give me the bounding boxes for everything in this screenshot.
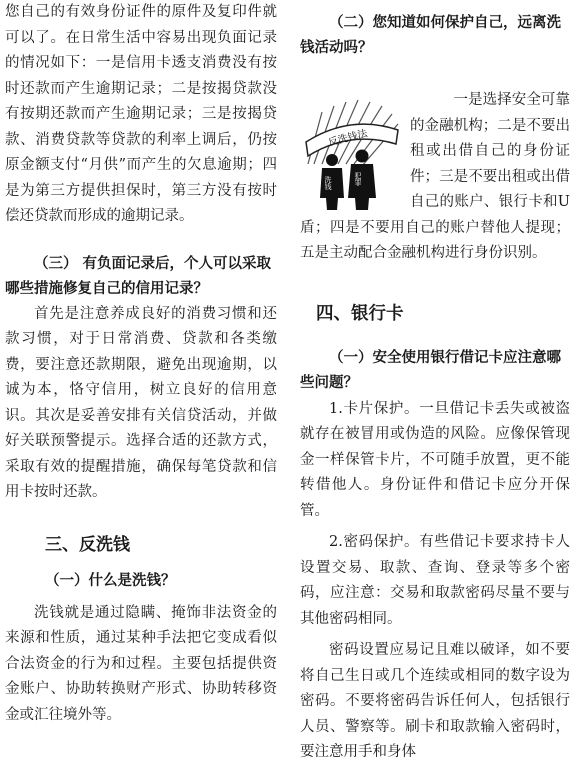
left-figure-text: 洗钱	[324, 176, 332, 190]
right-column	[300, 0, 570, 766]
bank-card-heading: 四、银行卡	[316, 303, 404, 324]
anti-money-laundering-illustration	[300, 94, 402, 212]
banner-text: 反洗钱法	[327, 128, 369, 149]
debit-card-safety-subheading: （一）安全使用银行借记卡应注意哪些问题？	[300, 348, 561, 391]
anti-money-laundering-heading: 三、反洗钱	[45, 534, 130, 555]
left-column	[5, 0, 277, 728]
card-protection-paragraph: 1.卡片保护。一旦借记卡丢失或被盗就存在被冒用或伪造的风险。应像保管现金一样保管卡片，不可随手放置，更不能转借他人。身份证件和借记卡应分开保管。	[300, 400, 570, 519]
money-laundering-definition-paragraph: 洗钱就是通过隐瞒、掩饰非法资金的来源和性质，通过某种手法把它变成看似合法资金的行为和过程。主要包括提供资金账户、协助转换财产形式、协助转移资金或汇往境外等。	[5, 604, 277, 723]
protect-yourself-subheading: （二）您知道如何保护自己，远离洗钱活动吗？	[300, 14, 561, 56]
protection-measures-block	[300, 88, 570, 267]
credit-negative-record-paragraph: 您自己的有效身份证件的原件及复印件就可以了。在日常生活中容易出现负面记录的情况如下：一是信用卡透支消费没有按时还款而产生逾期记录；二是按揭贷款没有按期还款而产生逾期记录；三是按揭贷款、消费贷款等贷款的利率上调后，仍按原金额支付“月供”而产生的欠息逾期；四是为第三方提供担保时，第三方没有按时偿还贷款而形成的逾期记录。	[5, 4, 277, 224]
protection-measures-paragraph: 一是选择安全可靠的金融机构；二是不要出租或出借自己的身份证件；三是不要出租或出借自己的账户、银行卡和U盾；四是不要用自己的账户替他人提现；五是主动配合金融机构进行身份识别。	[300, 92, 570, 261]
right-figure-text: 犯罪	[354, 172, 362, 186]
password-setting-paragraph: 密码设置应易记且难以破译，如不要将自己生日或几个连续或相同的数字设为密码。不要将密码告诉任何人，包括银行人员、警察等。刷卡和取款输入密码时，要注意用手和身体	[300, 642, 570, 760]
what-is-money-laundering-subheading: （一）什么是洗钱？	[45, 571, 176, 589]
password-protection-paragraph: 2.密码保护。有些借记卡要求持卡人设置交易、取款、查询、登录等多个密码，应注意：交易和取款密码尽量不要与其他密码相同。	[300, 534, 570, 627]
credit-repair-subheading: （三） 有负面记录后，个人可以采取哪些措施修复自己的信用记录？	[5, 254, 272, 297]
credit-repair-paragraph: 首先是注意养成良好的消费习惯和还款习惯，对于日常消费、贷款和各类缴费，要注意还款期限，避免出现逾期，以诚为本，恪守信用，树立良好的信用意识。其次是妥善安排有关信贷活动，并做好关联预警提示。选择合适的还款方式，采取有效的提醒措施，确保每笔贷款和信用卡按时还款。	[5, 305, 277, 500]
